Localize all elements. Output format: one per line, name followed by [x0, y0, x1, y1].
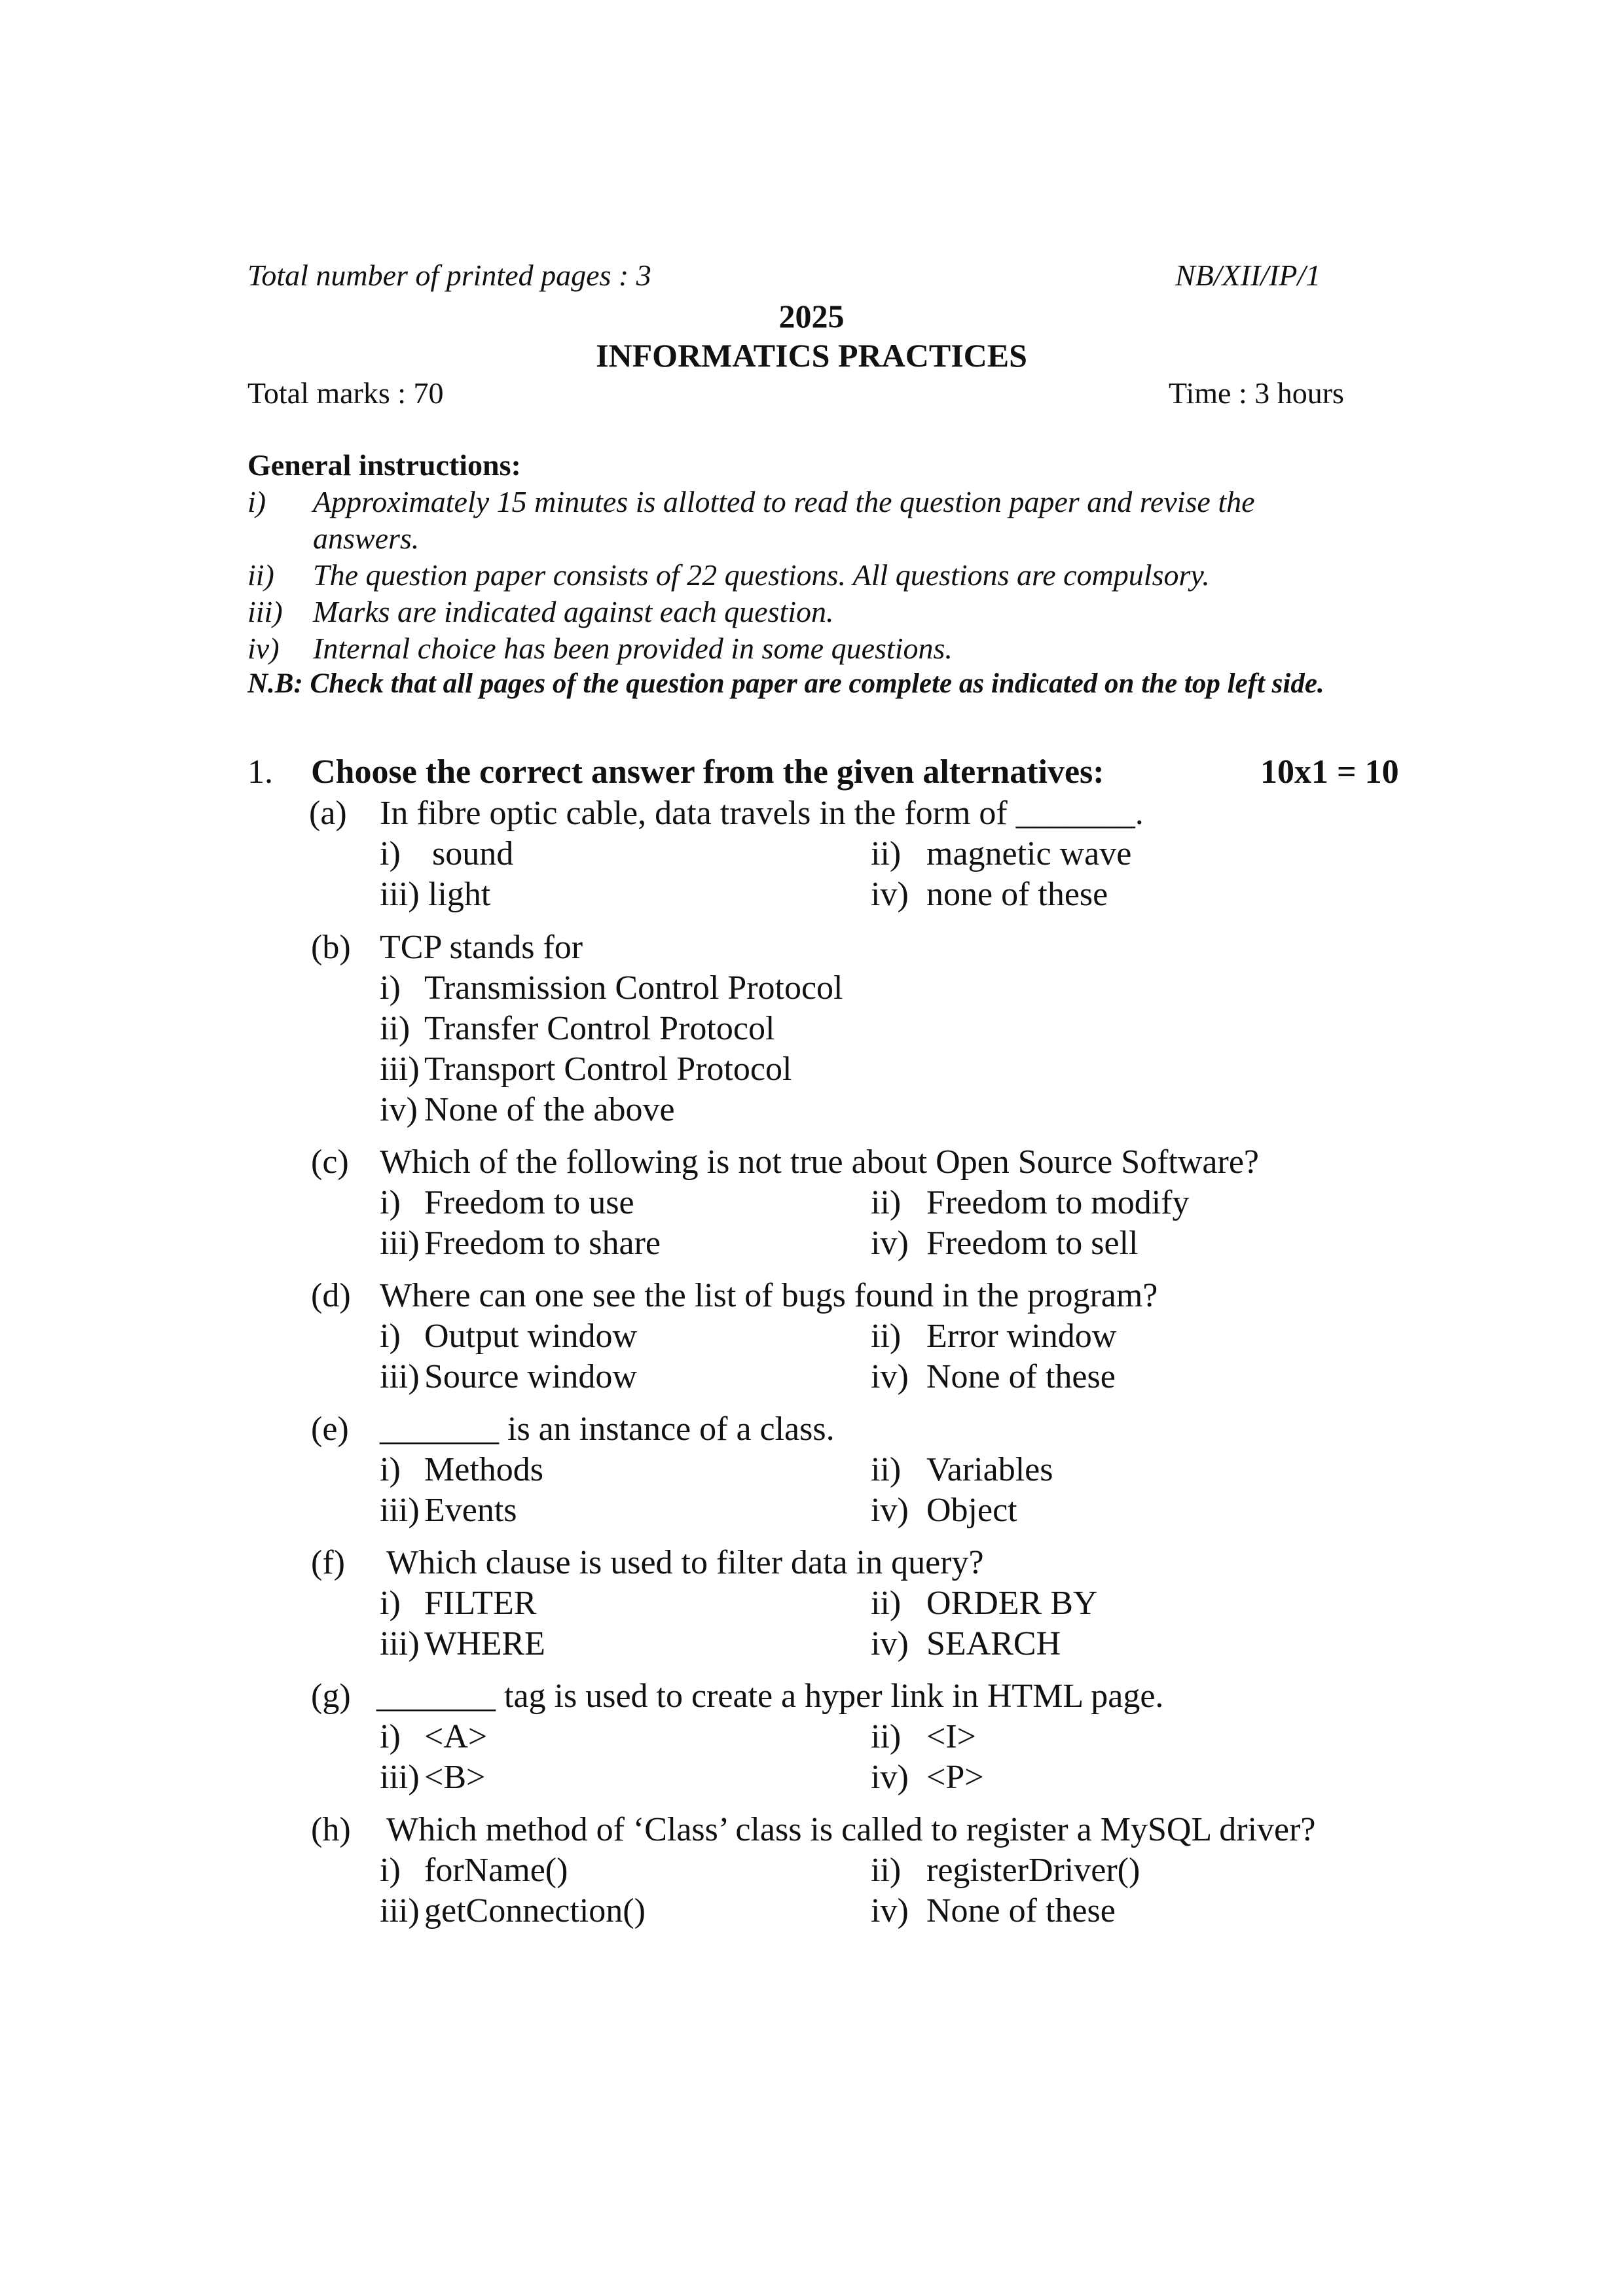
- instruction-text: Approximately 15 minutes is allotted to read the question paper and revise the: [313, 485, 1255, 518]
- option-text: None of the above: [424, 1091, 675, 1128]
- option-number: i): [380, 1585, 401, 1622]
- question-text: TCP stands for: [380, 929, 583, 966]
- option-number: iii): [380, 1358, 420, 1395]
- question-number: 1.: [247, 753, 273, 791]
- option-number: ii): [871, 1451, 902, 1488]
- question-text: In fibre optic cable, data travels in the form of _______.: [380, 795, 1144, 832]
- option-number: i): [380, 1852, 401, 1889]
- instructions-heading: General instructions:: [247, 448, 521, 482]
- instruction-number: iv): [247, 632, 280, 665]
- question-label: (e): [311, 1410, 349, 1448]
- option-number: ii): [871, 1718, 902, 1755]
- option-text: None of these: [926, 1892, 1116, 1929]
- option-text: FILTER: [424, 1585, 537, 1622]
- question-label: (g): [311, 1677, 351, 1715]
- question-text: _______ is an instance of a class.: [380, 1410, 835, 1448]
- instruction-text: Internal choice has been provided in some questions.: [313, 632, 953, 665]
- question-label: (f): [311, 1544, 345, 1581]
- option-text: Object: [926, 1492, 1017, 1529]
- option-text: ORDER BY: [926, 1585, 1098, 1622]
- instruction-number: ii): [247, 558, 274, 592]
- option-text: none of these: [926, 876, 1108, 913]
- option-number: iv): [871, 1892, 909, 1929]
- option-number: iv): [871, 1759, 909, 1796]
- instruction-number: iii): [247, 595, 283, 628]
- question-text: Which of the following is not true about Open Source Software?: [380, 1143, 1259, 1181]
- instruction-text: answers.: [313, 522, 420, 555]
- option-number: ii): [871, 1852, 902, 1889]
- option-number: iii): [380, 1492, 420, 1529]
- option-text: light: [428, 876, 491, 913]
- option-number: iv): [380, 1091, 418, 1128]
- question-label: (d): [311, 1277, 351, 1314]
- option-text: SEARCH: [926, 1625, 1061, 1662]
- option-number: iii): [380, 1759, 420, 1796]
- section-heading: Choose the correct answer from the given alternatives:: [311, 753, 1104, 791]
- option-text: sound: [432, 835, 514, 872]
- question-label: (c): [311, 1143, 349, 1181]
- option-number: i): [380, 1184, 401, 1221]
- option-text: <A>: [424, 1718, 488, 1755]
- subject-title: INFORMATICS PRACTICES: [596, 337, 1027, 374]
- option-number: iii): [380, 1225, 420, 1262]
- option-number: i): [380, 1718, 401, 1755]
- section-marks: 10x1 = 10: [1260, 753, 1399, 791]
- option-text: <B>: [424, 1759, 486, 1796]
- instruction-text: The question paper consists of 22 questions. All questions are compulsory.: [313, 558, 1210, 592]
- option-text: Freedom to sell: [926, 1225, 1139, 1262]
- option-text: None of these: [926, 1358, 1116, 1395]
- option-text: Freedom to use: [424, 1184, 634, 1221]
- option-text: Output window: [424, 1318, 637, 1355]
- option-number: iv): [871, 1225, 909, 1262]
- option-number: i): [380, 1318, 401, 1355]
- option-number: i): [380, 969, 401, 1007]
- option-number: iii): [380, 1050, 420, 1088]
- option-text: magnetic wave: [926, 835, 1132, 872]
- option-text: registerDriver(): [926, 1852, 1140, 1889]
- option-text: Events: [424, 1492, 517, 1529]
- total-marks: Total marks : 70: [247, 376, 444, 410]
- paper-code: NB/XII/IP/1: [1175, 259, 1321, 292]
- option-number: ii): [871, 835, 902, 872]
- option-text: Error window: [926, 1318, 1117, 1355]
- option-number: iv): [871, 1492, 909, 1529]
- option-text: getConnection(): [424, 1892, 646, 1929]
- question-text: Which clause is used to filter data in query?: [386, 1544, 984, 1581]
- option-text: Freedom to modify: [926, 1184, 1190, 1221]
- option-text: WHERE: [424, 1625, 545, 1662]
- option-text: <P>: [926, 1759, 984, 1796]
- printed-pages: Total number of printed pages : 3: [247, 259, 651, 292]
- option-number: ii): [871, 1318, 902, 1355]
- question-label: (h): [311, 1811, 351, 1848]
- option-number: ii): [871, 1585, 902, 1622]
- option-number: ii): [380, 1010, 410, 1047]
- instruction-text: Marks are indicated against each question.: [313, 595, 834, 628]
- option-number: iv): [871, 1358, 909, 1395]
- question-text: Which method of ‘Class’ class is called to register a MySQL driver?: [386, 1811, 1316, 1848]
- option-text: Source window: [424, 1358, 637, 1395]
- option-number: i): [380, 1451, 401, 1488]
- question-text: Where can one see the list of bugs found in the program?: [380, 1277, 1158, 1314]
- option-text: Variables: [926, 1451, 1053, 1488]
- exam-year: 2025: [778, 298, 845, 334]
- option-number: iv): [871, 876, 909, 913]
- option-number: iii): [380, 1625, 420, 1662]
- option-number: iii): [380, 1892, 420, 1929]
- option-text: Methods: [424, 1451, 543, 1488]
- option-text: <I>: [926, 1718, 976, 1755]
- question-label: (a): [309, 795, 347, 832]
- option-number: ii): [871, 1184, 902, 1221]
- option-text: forName(): [424, 1852, 568, 1889]
- nb-note: N.B: Check that all pages of the question paper are complete as indicated on the top left side.: [247, 668, 1324, 699]
- question-label: (b): [311, 929, 351, 966]
- option-number: iv): [871, 1625, 909, 1662]
- question-text: _______ tag is used to create a hyper link in HTML page.: [376, 1677, 1164, 1715]
- time-allowed: Time : 3 hours: [1169, 376, 1344, 410]
- option-text: Transmission Control Protocol: [424, 969, 843, 1007]
- option-number: i): [380, 835, 401, 872]
- instruction-number: i): [247, 485, 266, 518]
- option-text: Transfer Control Protocol: [424, 1010, 775, 1047]
- option-text: Freedom to share: [424, 1225, 661, 1262]
- option-number: iii): [380, 876, 420, 913]
- option-text: Transport Control Protocol: [424, 1050, 792, 1088]
